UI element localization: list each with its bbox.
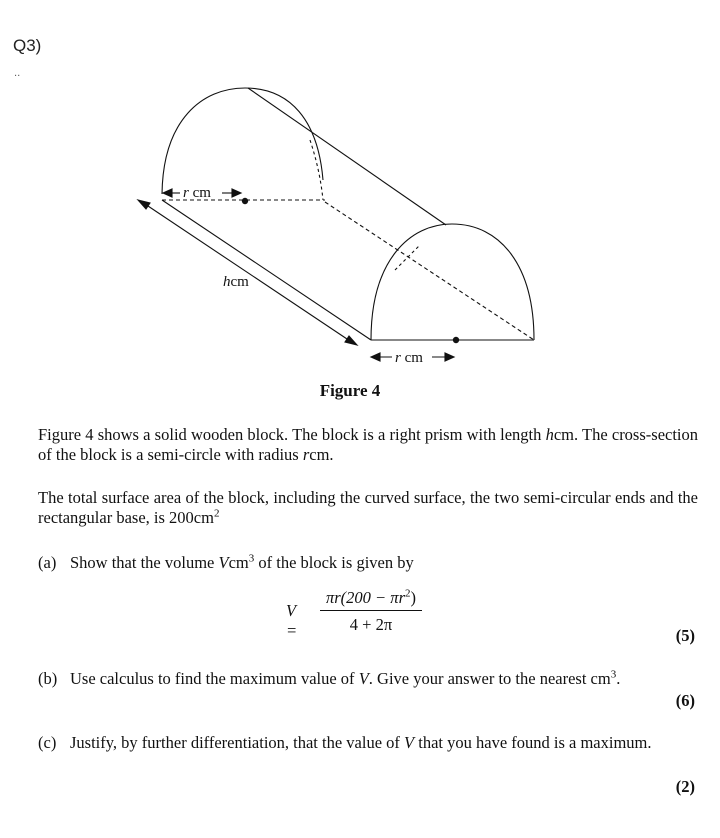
part-b-text: Use calculus to find the maximum value of V. Give your answer to the nearest $cm^3$.: [70, 668, 621, 688]
part-c-marks: (2): [675, 777, 695, 796]
r-top-arrow-right: [232, 189, 241, 197]
question-number: Q3): [13, 36, 42, 55]
part-b-marks: (6): [675, 691, 695, 710]
part-c: [38, 733, 698, 753]
r-bottom-arrow-left: [371, 353, 380, 361]
figure-4-diagram: [0, 0, 720, 380]
part-b: [38, 669, 698, 689]
part-a: [38, 553, 698, 573]
front-left-edge: [162, 200, 371, 340]
r-bottom-label: r cm: [395, 350, 423, 366]
part-b-label: (b): [38, 669, 58, 688]
r-top-label: r cm: [183, 185, 211, 201]
intro-paragraph-1: Figure 4 shows a solid wooden block. The block is a right prism with length hcm. The cross-section of the block is a semi-circle with radius rcm.: [38, 425, 699, 464]
h-label: hcm: [223, 274, 249, 290]
r-top-arrow-left: [163, 189, 172, 197]
front-arc: [371, 224, 534, 340]
h-arrow-head-top: [138, 200, 150, 209]
part-a-label: (a): [38, 553, 57, 572]
formula-lhs: V =: [286, 601, 298, 640]
back-centre-point: [242, 198, 248, 204]
intro-paragraph-2: The total surface area of the block, including the curved surface, the two semi-circular ends and the rectangular base, is $200cm^2$: [38, 488, 698, 527]
front-centre-point: [453, 337, 459, 343]
part-c-label: (c): [38, 733, 57, 752]
stray-mark: ..: [14, 68, 21, 79]
part-c-text: Justify, by further differentiation, that the value of V that you have found is a maximum.: [70, 733, 652, 752]
part-a-marks: (5): [675, 626, 695, 645]
back-arc: [162, 88, 323, 194]
part-a-text: Show that the volume Vcm$^3$ of the block is given by: [70, 552, 414, 572]
r-bottom-arrow-right: [445, 353, 454, 361]
h-arrow-head-bottom: [345, 336, 357, 345]
top-edge: [248, 88, 446, 225]
formula-numerator: $\pi r(200 - \pi r^2)$: [325, 587, 416, 607]
h-arrow-line: [142, 202, 353, 343]
back-arc-hidden: [310, 140, 323, 200]
formula-denominator: 4 + 2π: [349, 615, 393, 634]
figure-caption: Figure 4: [319, 381, 381, 400]
hidden-edge: [325, 202, 534, 340]
